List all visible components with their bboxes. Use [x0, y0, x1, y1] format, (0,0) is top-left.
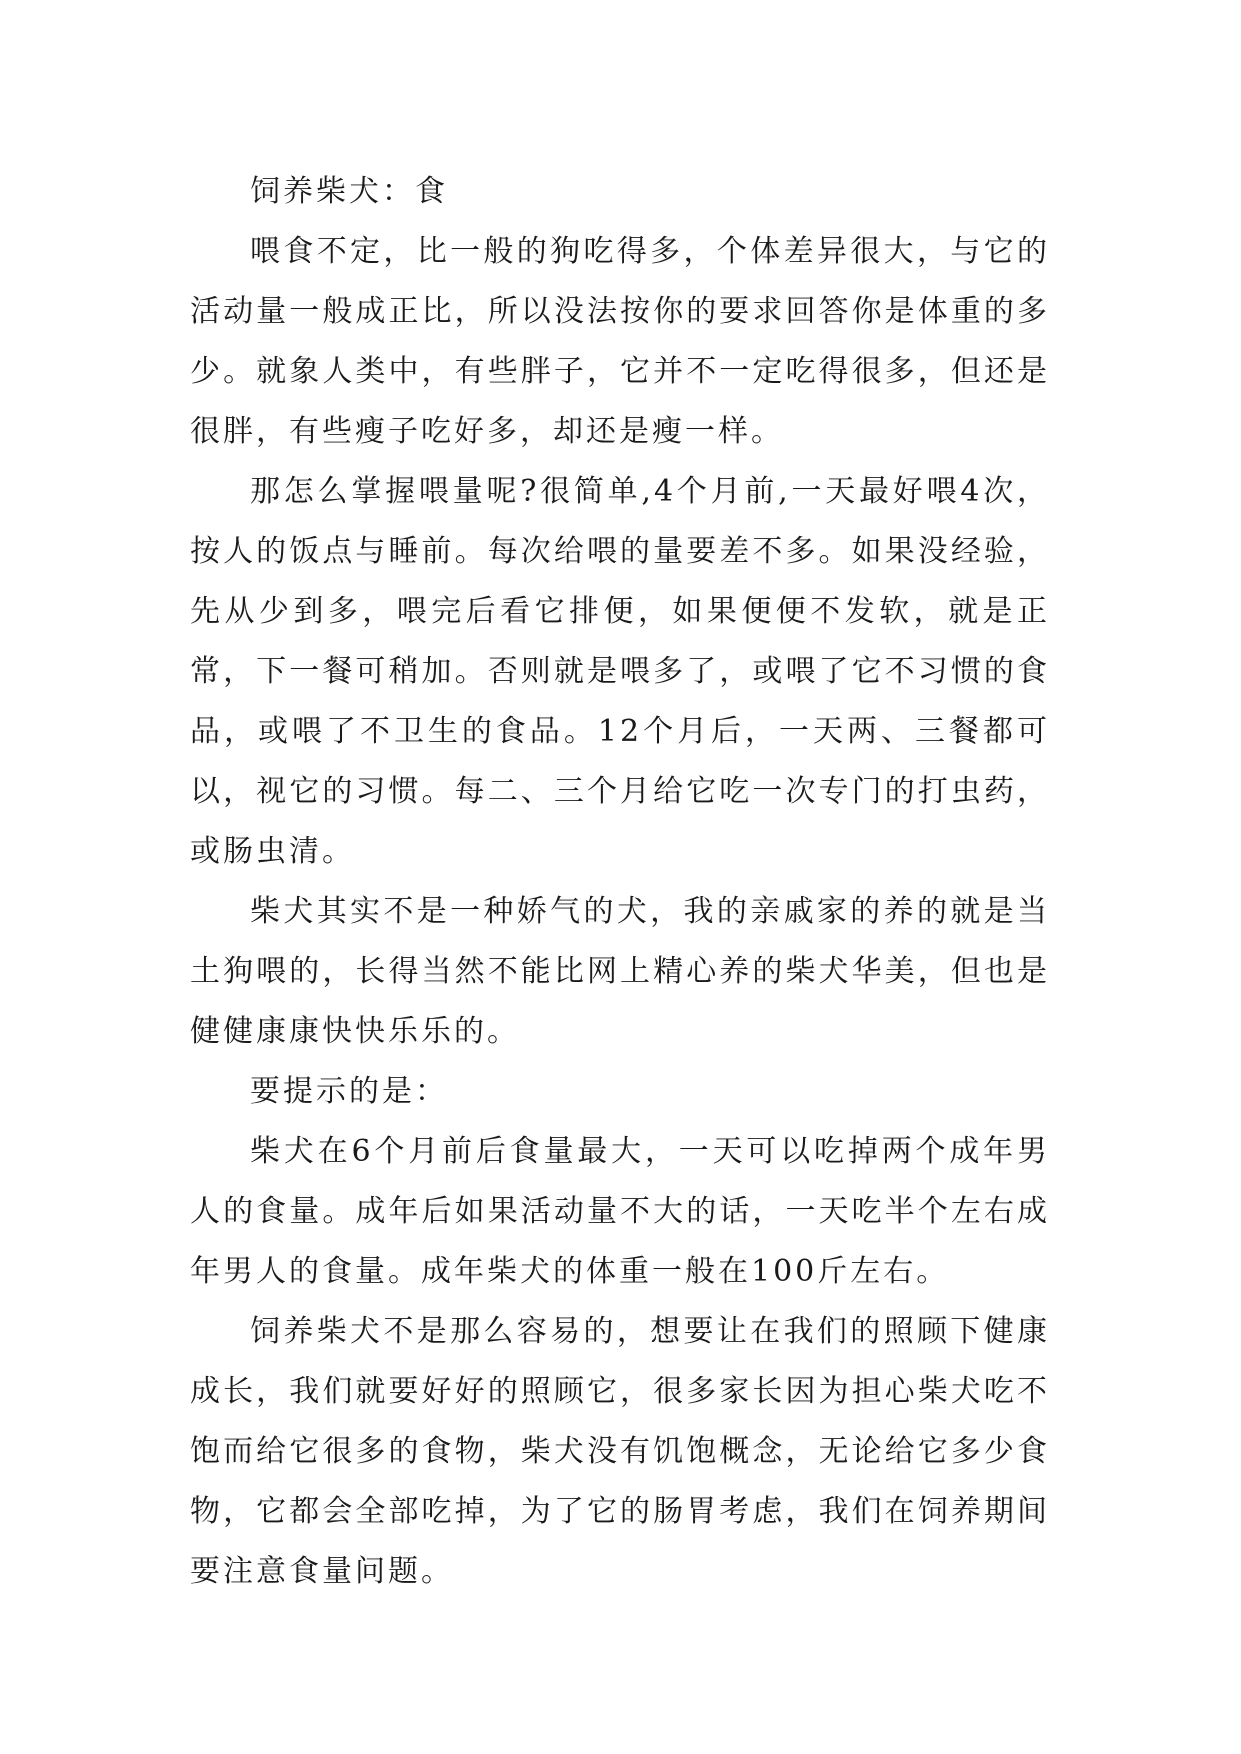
section-heading: 饲养柴犬：食 [250, 174, 448, 209]
paragraph: 柴犬在6个月前后食量最大，一天可以吃掉两个成年男人的食量。成年后如果活动量不大的话，一天吃半个左右成年男人的食量。成年柴犬的体重一般在100斤左右。 [190, 1134, 1050, 1289]
paragraph: 柴犬其实不是一种娇气的犬，我的亲戚家的养的就是当土狗喂的，长得当然不能比网上精心养的柴犬华美，但也是健健康康快快乐乐的。 [190, 894, 1050, 1049]
document-body [190, 162, 1050, 1602]
paragraph: 那怎么掌握喂量呢?很简单,4个月前,一天最好喂4次，按人的饭点与睡前。每次给喂的量要差不多。如果没经验，先从少到多，喂完后看它排便，如果便便不发软，就是正常，下一餐可稍加。否则就是喂多了，或喂了它不习惯的食品，或喂了不卫生的食品。12个月后，一天两、三餐都可以，视它的习惯。每二、三个月给它吃一次专门的打虫药，或肠虫清。 [190, 474, 1050, 869]
paragraph: 喂食不定，比一般的狗吃得多，个体差异很大，与它的活动量一般成正比，所以没法按你的要求回答你是体重的多少。就象人类中，有些胖子，它并不一定吃得很多，但还是很胖，有些瘦子吃好多，却还是瘦一样。 [190, 234, 1050, 449]
paragraph: 要提示的是： [250, 1074, 448, 1109]
paragraph: 饲养柴犬不是那么容易的，想要让在我们的照顾下健康成长，我们就要好好的照顾它，很多家长因为担心柴犬吃不饱而给它很多的食物，柴犬没有饥饱概念，无论给它多少食物，它都会全部吃掉，为了它的肠胃考虑，我们在饲养期间要注意食量问题。 [190, 1314, 1050, 1589]
